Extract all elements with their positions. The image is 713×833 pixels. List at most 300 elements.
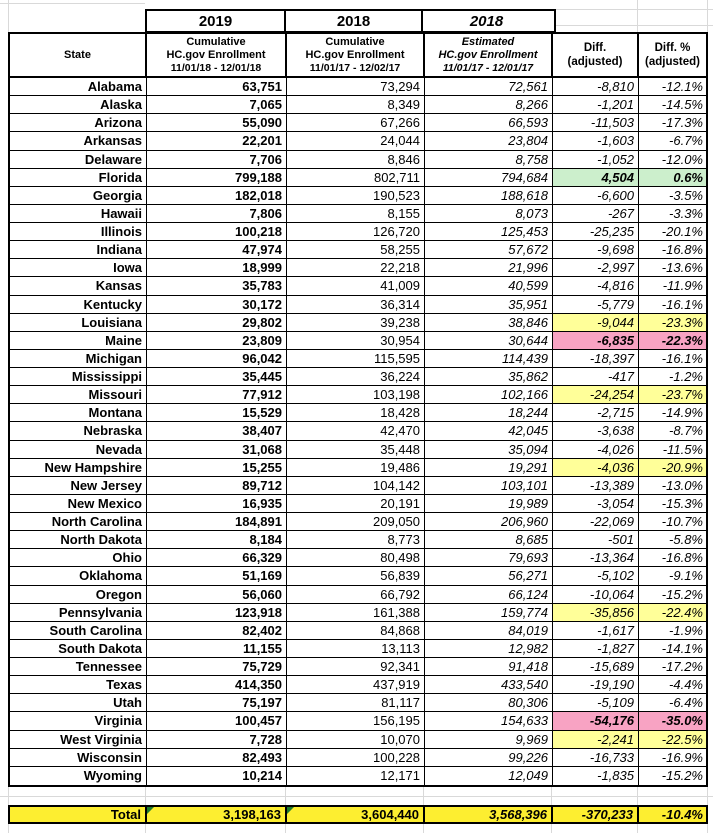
gridline (8, 787, 9, 805)
column-header-row (8, 32, 708, 78)
state-cell[interactable]: South Dakota (10, 640, 147, 658)
diff-pct-cell[interactable]: -12.0% (639, 151, 706, 169)
enrollment-2018-cell[interactable]: 67,266 (287, 114, 425, 132)
enrollment-2018-cell[interactable]: 41,009 (287, 277, 425, 295)
enrollment-2019-cell[interactable]: 123,918 (147, 604, 287, 622)
gridline (285, 787, 286, 805)
state-cell[interactable]: Kansas (10, 277, 147, 295)
diff-pct-cell[interactable]: -22.4% (639, 604, 706, 622)
table-row (10, 586, 706, 604)
enrollment-2018-cell[interactable]: 24,044 (287, 132, 425, 150)
diff-pct-cell[interactable]: -6.7% (639, 132, 706, 150)
table-row (10, 749, 706, 767)
state-cell[interactable]: Montana (10, 404, 147, 422)
enrollment-2018-est-cell[interactable]: 91,418 (425, 658, 553, 676)
enrollment-2018-cell[interactable]: 8,155 (287, 205, 425, 223)
enrollment-2019-cell[interactable]: 7,065 (147, 96, 287, 114)
diff-cell[interactable]: -417 (553, 368, 639, 386)
state-cell[interactable]: North Carolina (10, 513, 147, 531)
enrollment-2018-est-cell[interactable]: 40,599 (425, 277, 553, 295)
enrollment-2018-est-cell[interactable]: 66,124 (425, 586, 553, 604)
enrollment-2018-cell[interactable]: 18,428 (287, 404, 425, 422)
table-row (10, 676, 706, 694)
header-line: (adjusted) (645, 56, 700, 68)
diff-pct-cell[interactable]: -1.9% (639, 622, 706, 640)
diff-pct-cell[interactable]: -15.2% (661, 768, 703, 784)
enrollment-2018-cell[interactable]: 190,523 (287, 187, 425, 205)
enrollment-2018-cell[interactable]: 209,050 (287, 513, 425, 531)
diff-pct-cell[interactable]: -11.9% (639, 277, 706, 295)
diff-pct-cell[interactable]: -20.1% (639, 223, 706, 241)
year-title-row (145, 9, 556, 33)
table-row (10, 441, 706, 459)
enrollment-2018-cell[interactable]: 92,341 (287, 658, 425, 676)
enrollment-2019-cell[interactable]: 30,172 (147, 296, 287, 314)
table-row (10, 694, 706, 712)
gridline (8, 824, 9, 833)
diff-pct-cell[interactable]: -14.9% (639, 404, 706, 422)
enrollment-2018-est-cell[interactable]: 9,969 (425, 731, 553, 749)
header-diff-adjusted[interactable] (553, 34, 639, 76)
enrollment-2018-est-cell[interactable]: 159,774 (425, 604, 553, 622)
enrollment-2018-est-cell[interactable]: 80,306 (425, 694, 553, 712)
table-row (10, 604, 706, 622)
enrollment-2019-cell[interactable]: 7,728 (147, 731, 287, 749)
state-cell[interactable]: New Jersey (10, 477, 147, 495)
diff-cell[interactable]: -2,715 (553, 404, 639, 422)
enrollment-2019-cell[interactable]: 18,999 (147, 259, 287, 277)
enrollment-2018-est-cell[interactable]: 84,019 (425, 622, 553, 640)
gridline (707, 787, 708, 805)
enrollment-2019-cell[interactable]: 51,169 (147, 567, 287, 585)
state-cell[interactable]: Missouri (10, 386, 147, 404)
diff-cell[interactable]: -501 (553, 531, 639, 549)
diff-pct-cell[interactable]: -6.4% (639, 694, 706, 712)
enrollment-2018-est-cell[interactable]: 206,960 (425, 513, 553, 531)
total-2019-value: 3,198,163 (223, 807, 281, 822)
state-cell[interactable]: Alaska (10, 96, 147, 114)
table-row (10, 495, 706, 513)
diff-pct-cell[interactable]: -3.3% (639, 205, 706, 223)
diff-pct-cell[interactable]: 0.6% (639, 169, 706, 187)
diff-pct-cell[interactable]: -15.3% (639, 495, 706, 513)
enrollment-2018-est-cell[interactable]: 35,951 (425, 296, 553, 314)
enrollment-2019-cell[interactable]: 8,184 (147, 531, 287, 549)
state-cell[interactable]: North Dakota (10, 531, 147, 549)
enrollment-2018-cell[interactable]: 156,195 (287, 712, 425, 730)
enrollment-2018-cell[interactable]: 437,919 (287, 676, 425, 694)
gridline (145, 824, 146, 833)
diff-cell[interactable]: -6,600 (553, 187, 639, 205)
enrollment-2018-est-cell[interactable]: 8,073 (425, 205, 553, 223)
state-cell[interactable]: Nebraska (10, 422, 147, 440)
year-2018-cell[interactable]: 2018 (286, 11, 423, 31)
enrollment-2018-est-cell[interactable]: 125,453 (425, 223, 553, 241)
diff-cell[interactable]: -5,109 (553, 694, 639, 712)
enrollment-2018-est-cell[interactable]: 12,049 (425, 767, 553, 785)
enrollment-2019-cell[interactable]: 82,402 (147, 622, 287, 640)
enrollment-2018-est-cell[interactable]: 12,982 (425, 640, 553, 658)
enrollment-2018-cell[interactable]: 12,171 (287, 767, 425, 785)
year-2019-cell[interactable]: 2019 (147, 11, 286, 31)
enrollment-2018-cell[interactable]: 19,486 (287, 459, 425, 477)
cell-comment-triangle-icon (147, 807, 154, 814)
diff-pct-cell[interactable]: -22.5% (639, 731, 706, 749)
enrollment-2018-cell[interactable]: 20,191 (287, 495, 425, 513)
enrollment-2019-cell[interactable]: 16,935 (147, 495, 287, 513)
table-row (10, 386, 706, 404)
total-2018-value: 3,604,440 (361, 807, 419, 822)
enrollment-2019-cell[interactable]: 38,407 (147, 422, 287, 440)
enrollment-2019-cell[interactable]: 799,188 (147, 169, 287, 187)
enrollment-2018-cell[interactable]: 103,198 (287, 386, 425, 404)
diff-cell[interactable]: -4,036 (553, 459, 639, 477)
enrollment-2019-cell[interactable]: 63,751 (147, 78, 287, 96)
state-cell[interactable]: Arkansas (10, 132, 147, 150)
total-label-cell[interactable]: Total (10, 807, 147, 822)
diff-pct-cell[interactable]: -20.9% (639, 459, 706, 477)
table-row (10, 513, 706, 531)
diff-cell[interactable]: -3,054 (553, 495, 639, 513)
gridline (423, 787, 424, 805)
diff-cell[interactable]: -18,397 (553, 350, 639, 368)
enrollment-2018-cell[interactable]: 100,228 (287, 749, 425, 767)
header-state-label: State (64, 48, 91, 61)
diff-pct-cell[interactable]: -16.8% (639, 549, 706, 567)
diff-cell[interactable]: -15,689 (553, 658, 639, 676)
diff-pct-cell[interactable]: -4.4% (639, 676, 706, 694)
enrollment-2019-cell[interactable]: 55,090 (147, 114, 287, 132)
enrollment-2018-cell[interactable]: 36,314 (287, 296, 425, 314)
diff-pct-cell[interactable]: -16.1% (639, 350, 706, 368)
enrollment-2018-cell[interactable]: 30,954 (287, 332, 425, 350)
enrollment-2018-est-cell[interactable]: 154,633 (425, 712, 553, 730)
state-cell[interactable]: Wyoming (10, 767, 147, 785)
state-cell[interactable]: West Virginia (10, 731, 147, 749)
enrollment-2018-cell[interactable]: 35,448 (287, 441, 425, 459)
header-line: HC.gov Enrollment (305, 48, 405, 61)
year-2018-estimated-cell[interactable]: 2018 (469, 12, 504, 30)
enrollment-2018-est-cell[interactable]: 35,862 (425, 368, 553, 386)
diff-cell[interactable]: -1,052 (553, 151, 639, 169)
diff-cell[interactable]: -1,827 (553, 640, 639, 658)
enrollment-2018-cell[interactable]: 84,868 (287, 622, 425, 640)
state-cell[interactable]: New Hampshire (10, 459, 147, 477)
header-line: HC.gov Enrollment (438, 48, 538, 61)
enrollment-2019-cell[interactable]: 100,218 (147, 223, 287, 241)
state-cell[interactable]: Florida (10, 169, 147, 187)
diff-pct-cell[interactable]: -12.1% (639, 78, 706, 96)
enrollment-2018-est-cell[interactable]: 8,266 (425, 96, 553, 114)
table-row (10, 567, 706, 585)
table-row (10, 404, 706, 422)
enrollment-2018-est-cell[interactable]: 72,561 (425, 78, 553, 96)
enrollment-2019-cell[interactable]: 182,018 (147, 187, 287, 205)
enrollment-2018-cell[interactable]: 10,070 (287, 731, 425, 749)
header-line: HC.gov Enrollment (166, 48, 266, 61)
diff-cell[interactable]: -1,201 (553, 96, 639, 114)
diff-cell[interactable]: -9,044 (553, 314, 639, 332)
diff-cell[interactable]: -8,810 (553, 78, 639, 96)
enrollment-2018-cell[interactable]: 36,224 (287, 368, 425, 386)
diff-pct-cell[interactable]: -16.1% (639, 296, 706, 314)
diff-cell[interactable]: -1,835 (553, 767, 639, 785)
enrollment-2018-est-cell[interactable]: 18,244 (425, 404, 553, 422)
gridline (551, 787, 552, 805)
diff-pct-cell[interactable]: -23.7% (639, 386, 706, 404)
enrollment-2018-est-cell[interactable]: 30,644 (425, 332, 553, 350)
diff-cell[interactable]: -16,733 (553, 749, 639, 767)
header-enrollment-2018[interactable] (287, 34, 425, 76)
state-cell[interactable]: Illinois (10, 223, 147, 241)
table-row (10, 169, 706, 187)
enrollment-2018-est-cell[interactable]: 433,540 (425, 676, 553, 694)
enrollment-2018-cell[interactable]: 66,792 (287, 586, 425, 604)
state-cell[interactable]: Ohio (10, 549, 147, 567)
diff-cell[interactable]: -24,254 (553, 386, 639, 404)
header-line: Cumulative (325, 35, 385, 48)
state-cell[interactable]: Kentucky (10, 296, 147, 314)
diff-pct-cell[interactable]: -9.1% (639, 567, 706, 585)
state-cell[interactable]: Hawaii (10, 205, 147, 223)
enrollment-2018-est-cell[interactable]: 57,672 (425, 241, 553, 259)
enrollment-2018-cell[interactable]: 80,498 (287, 549, 425, 567)
state-cell[interactable]: Arizona (10, 114, 147, 132)
header-state[interactable] (10, 34, 147, 76)
enrollment-2018-cell[interactable]: 56,839 (287, 567, 425, 585)
enrollment-2018-est-cell[interactable]: 42,045 (425, 422, 553, 440)
diff-cell[interactable]: -2,241 (553, 731, 639, 749)
enrollment-2019-cell[interactable]: 66,329 (147, 549, 287, 567)
enrollment-2018-est-cell[interactable]: 79,693 (425, 549, 553, 567)
enrollment-2019-cell[interactable]: 10,214 (147, 767, 287, 785)
diff-cell[interactable]: -267 (553, 205, 639, 223)
enrollment-2019-cell[interactable]: 35,445 (147, 368, 287, 386)
diff-cell[interactable]: -2,997 (553, 259, 639, 277)
enrollment-2019-cell[interactable]: 75,197 (147, 694, 287, 712)
enrollment-2019-cell[interactable]: 22,201 (147, 132, 287, 150)
enrollment-2018-cell[interactable]: 42,470 (287, 422, 425, 440)
enrollment-2018-est-cell[interactable]: 21,996 (425, 259, 553, 277)
enrollment-2019-cell[interactable]: 35,783 (147, 277, 287, 295)
diff-cell[interactable]: -9,698 (553, 241, 639, 259)
enrollment-2019-cell[interactable]: 82,493 (147, 749, 287, 767)
table-row (10, 277, 706, 295)
diff-pct-cell[interactable]: -22.3% (639, 332, 706, 350)
enrollment-2019-cell[interactable]: 23,809 (147, 332, 287, 350)
state-cell[interactable]: Utah (10, 694, 147, 712)
enrollment-2018-cell[interactable]: 8,773 (287, 531, 425, 549)
diff-cell[interactable]: -13,389 (553, 477, 639, 495)
table-row (10, 241, 706, 259)
diff-cell[interactable]: -22,069 (553, 513, 639, 531)
state-cell[interactable]: South Carolina (10, 622, 147, 640)
enrollment-2018-cell[interactable]: 115,595 (287, 350, 425, 368)
enrollment-2018-cell[interactable]: 58,255 (287, 241, 425, 259)
diff-cell[interactable]: -11,503 (553, 114, 639, 132)
diff-cell[interactable]: -1,617 (553, 622, 639, 640)
enrollment-2018-est-cell[interactable]: 102,166 (425, 386, 553, 404)
enrollment-2019-cell[interactable]: 56,060 (147, 586, 287, 604)
enrollment-2019-cell[interactable]: 414,350 (147, 676, 287, 694)
gridline (556, 25, 713, 26)
table-row (10, 549, 706, 567)
diff-pct-cell[interactable]: -17.2% (639, 658, 706, 676)
diff-cell[interactable]: -19,190 (553, 676, 639, 694)
enrollment-2019-cell[interactable]: 100,457 (147, 712, 287, 730)
table-row (10, 350, 706, 368)
enrollment-2018-est-cell[interactable]: 99,226 (425, 749, 553, 767)
diff-pct-cell[interactable]: -35.0% (639, 712, 706, 730)
diff-cell[interactable]: -1,603 (553, 132, 639, 150)
diff-cell[interactable]: -10,064 (553, 586, 639, 604)
enrollment-2019-cell[interactable]: 7,706 (147, 151, 287, 169)
enrollment-2018-cell[interactable]: 8,349 (287, 96, 425, 114)
enrollment-2018-est-cell[interactable]: 8,758 (425, 151, 553, 169)
header-line: (adjusted) (567, 56, 623, 68)
diff-cell[interactable]: -54,176 (553, 712, 639, 730)
state-cell[interactable]: Mississippi (10, 368, 147, 386)
table-row (10, 422, 706, 440)
enrollment-2019-cell[interactable]: 15,255 (147, 459, 287, 477)
state-cell[interactable]: Michigan (10, 350, 147, 368)
enrollment-2018-cell[interactable]: 126,720 (287, 223, 425, 241)
diff-cell[interactable]: -4,816 (553, 277, 639, 295)
diff-pct-cell[interactable]: -13.6% (639, 259, 706, 277)
enrollment-2018-est-cell[interactable]: 188,618 (425, 187, 553, 205)
enrollment-2018-est-cell[interactable]: 114,439 (425, 350, 553, 368)
enrollment-2018-est-cell[interactable]: 8,685 (425, 531, 553, 549)
enrollment-2018-est-cell[interactable]: 19,291 (425, 459, 553, 477)
enrollment-2018-cell[interactable]: 81,117 (287, 694, 425, 712)
table-row (10, 296, 706, 314)
enrollment-2018-cell[interactable]: 8,846 (287, 151, 425, 169)
enrollment-2018-est-cell[interactable]: 23,804 (425, 132, 553, 150)
enrollment-2019-cell[interactable]: 11,155 (147, 640, 287, 658)
table-row (10, 114, 706, 132)
enrollment-2018-est-cell[interactable]: 794,684 (425, 169, 553, 187)
diff-pct-cell[interactable]: -13.0% (639, 477, 706, 495)
diff-cell[interactable]: -6,835 (553, 332, 639, 350)
diff-cell[interactable]: 4,504 (553, 169, 639, 187)
diff-cell[interactable]: -4,026 (553, 441, 639, 459)
enrollment-2019-cell[interactable]: 29,802 (147, 314, 287, 332)
state-cell[interactable]: Virginia (10, 712, 147, 730)
diff-pct-cell[interactable]: -16.9% (639, 749, 706, 767)
enrollment-2019-cell[interactable]: 89,712 (147, 477, 287, 495)
diff-cell[interactable]: -25,235 (553, 223, 639, 241)
enrollment-2019-cell[interactable]: 77,912 (147, 386, 287, 404)
table-row (10, 332, 706, 350)
table-row (10, 151, 706, 169)
diff-cell[interactable]: -13,364 (553, 549, 639, 567)
enrollment-2019-cell[interactable]: 31,068 (147, 441, 287, 459)
diff-pct-cell[interactable]: -3.5% (639, 187, 706, 205)
header-enrollment-2019[interactable] (147, 34, 287, 76)
diff-cell[interactable]: -5,779 (553, 296, 639, 314)
state-cell[interactable]: Alabama (10, 78, 147, 96)
enrollment-2018-est-cell[interactable]: 56,271 (425, 567, 553, 585)
state-cell[interactable]: New Mexico (10, 495, 147, 513)
diff-pct-cell[interactable]: -1.2% (639, 368, 706, 386)
diff-pct-cell[interactable]: -14.1% (639, 640, 706, 658)
enrollment-2018-est-cell[interactable]: 103,101 (425, 477, 553, 495)
diff-pct-cell[interactable]: -14.5% (639, 96, 706, 114)
diff-cell[interactable]: -35,856 (553, 604, 639, 622)
total-row (8, 805, 708, 824)
enrollment-2018-est-cell[interactable]: 38,846 (425, 314, 553, 332)
gridline (556, 9, 713, 10)
enrollment-2019-cell[interactable]: 15,529 (147, 404, 287, 422)
total-2018-est-cell[interactable]: 3,568,396 (425, 807, 553, 822)
enrollment-2018-cell[interactable]: 161,388 (287, 604, 425, 622)
diff-pct-cell[interactable]: -5.8% (639, 531, 706, 549)
enrollment-2018-est-cell[interactable]: 35,094 (425, 441, 553, 459)
state-cell[interactable]: Georgia (10, 187, 147, 205)
diff-pct-cell[interactable]: -11.5% (639, 441, 706, 459)
state-cell[interactable]: Tennessee (10, 658, 147, 676)
header-diff-pct-adjusted[interactable] (639, 34, 706, 76)
state-cell[interactable]: Pennsylvania (10, 604, 147, 622)
diff-pct-cell[interactable]: -23.3% (639, 314, 706, 332)
enrollment-2018-cell[interactable]: 22,218 (287, 259, 425, 277)
table-row (10, 640, 706, 658)
enrollment-2018-cell[interactable]: 802,711 (287, 169, 425, 187)
table-row (10, 259, 706, 277)
state-cell[interactable]: Oklahoma (10, 567, 147, 585)
table-row (10, 477, 706, 495)
enrollment-2019-cell[interactable]: 96,042 (147, 350, 287, 368)
enrollment-2018-cell[interactable]: 39,238 (287, 314, 425, 332)
gridline (637, 787, 638, 805)
diff-pct-cell[interactable]: -17.3% (639, 114, 706, 132)
state-cell[interactable]: Indiana (10, 241, 147, 259)
table-row (10, 658, 706, 676)
enrollment-2018-cell[interactable]: 73,294 (287, 78, 425, 96)
state-cell[interactable]: Texas (10, 676, 147, 694)
enrollment-2018-cell[interactable]: 13,113 (287, 640, 425, 658)
total-diff-cell[interactable]: -370,233 (553, 807, 639, 822)
state-cell[interactable]: Maine (10, 332, 147, 350)
enrollment-2019-cell[interactable]: 47,974 (147, 241, 287, 259)
enrollment-2019-cell[interactable]: 75,729 (147, 658, 287, 676)
table-row (10, 531, 706, 549)
state-cell[interactable]: Louisiana (10, 314, 147, 332)
enrollment-2019-cell[interactable]: 7,806 (147, 205, 287, 223)
enrollment-2018-est-cell[interactable]: 66,593 (425, 114, 553, 132)
state-cell[interactable]: Nevada (10, 441, 147, 459)
header-line: Estimated (461, 35, 515, 48)
state-cell[interactable]: Wisconsin (10, 749, 147, 767)
header-enrollment-2018-estimated[interactable] (425, 34, 553, 76)
state-cell[interactable]: Oregon (10, 586, 147, 604)
diff-pct-cell[interactable]: -16.8% (639, 241, 706, 259)
enrollment-2019-cell[interactable]: 184,891 (147, 513, 287, 531)
enrollment-2018-cell[interactable]: 104,142 (287, 477, 425, 495)
enrollment-2018-est-cell[interactable]: 19,989 (425, 495, 553, 513)
header-line: Diff. % (654, 42, 691, 54)
diff-cell[interactable]: -3,638 (553, 422, 639, 440)
total-2019-cell[interactable] (147, 807, 287, 822)
state-cell[interactable]: Delaware (10, 151, 147, 169)
state-cell[interactable]: Iowa (10, 259, 147, 277)
diff-pct-cell[interactable]: -8.7% (639, 422, 706, 440)
total-2018-cell[interactable] (287, 807, 425, 822)
diff-pct-cell[interactable]: -10.7% (639, 513, 706, 531)
diff-pct-cell[interactable]: -15.2% (639, 586, 706, 604)
total-diff-pct-cell[interactable]: -10.4% (661, 807, 703, 822)
diff-cell[interactable]: -5,102 (553, 567, 639, 585)
